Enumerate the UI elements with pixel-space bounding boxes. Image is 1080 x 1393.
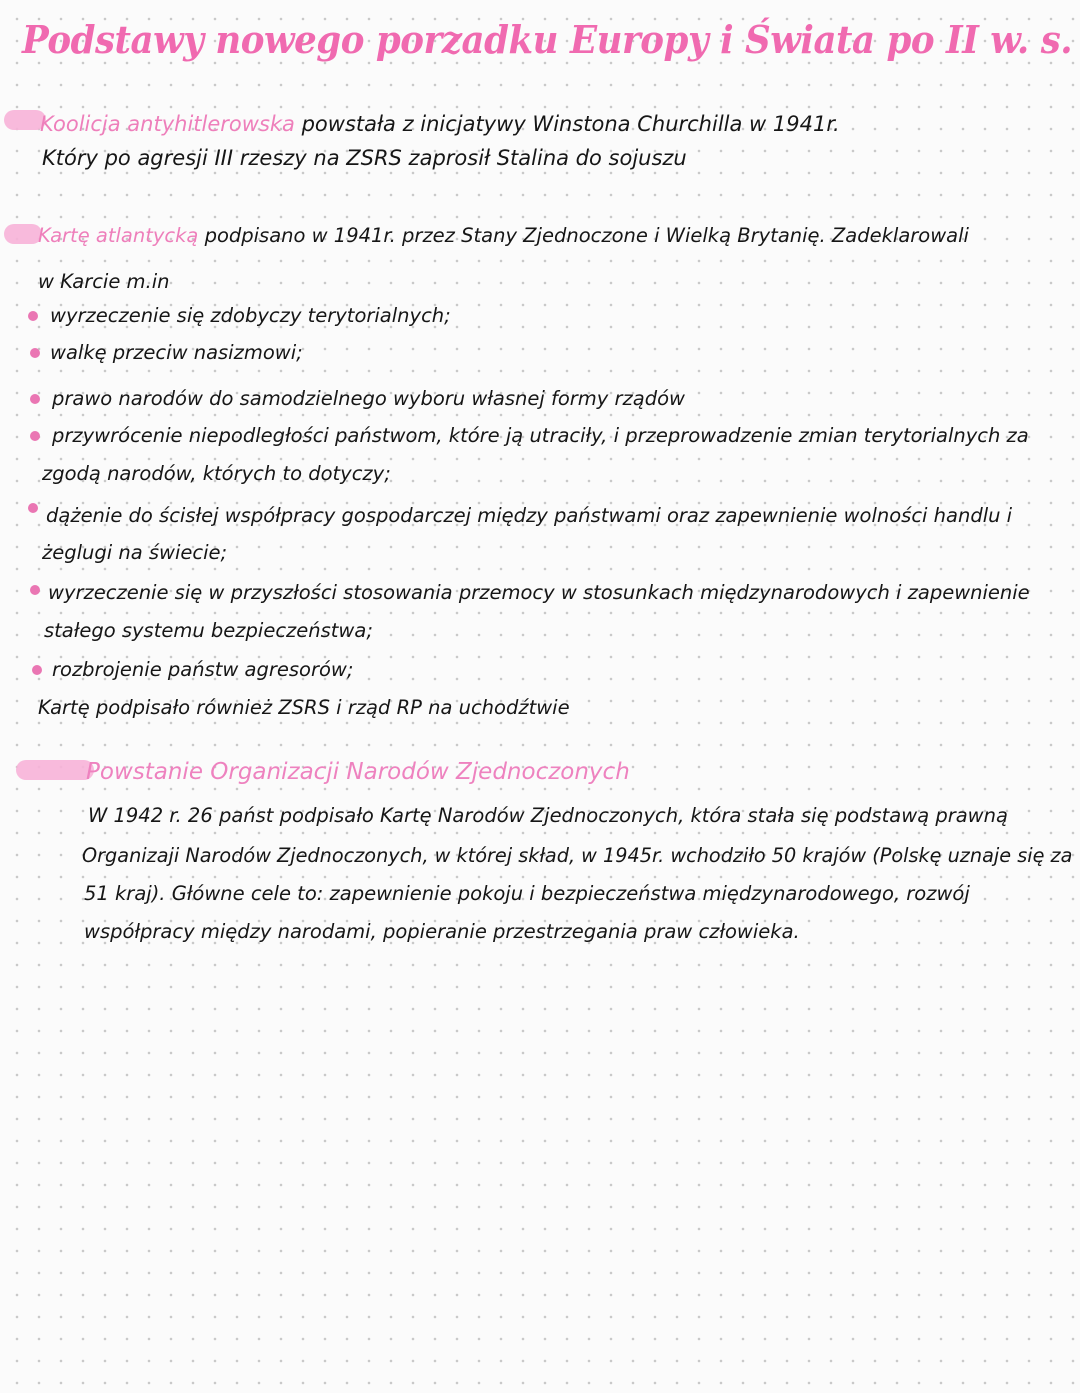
charter-point-6-line-1: wyrzeczenie się w przyszłości stosowania przemocy w stosunkach międzynarodowych i zapewnienie xyxy=(48,581,1030,604)
charter-point-7: rozbrojenie państw agresorów; xyxy=(52,658,354,681)
un-line-2: Organizaji Narodów Zjednoczonych, w której skład, w 1945r. wchodziło 50 krajów (Polskę uznaje się za xyxy=(82,844,1073,867)
charter-point-2: walkę przeciw nasizmowi; xyxy=(50,341,303,364)
highlight-marker-3 xyxy=(16,760,94,780)
bullet-dot xyxy=(28,503,38,513)
charter-point-5-line-1: dążenie do ścisłej współpracy gospodarczej między państwami oraz zapewnienie wolności handlu i xyxy=(46,504,1013,527)
un-heading: Powstanie Organizacji Narodów Zjednoczonych xyxy=(86,759,630,785)
charter-line-2: w Karcie m.in xyxy=(38,270,170,293)
charter-point-1: wyrzeczenie się zdobyczy terytorialnych; xyxy=(50,304,451,327)
bullet-dot xyxy=(30,431,40,441)
un-line-1: W 1942 r. 26 państ podpisało Kartę Narodów Zjednoczonych, która stała się podstawą prawną xyxy=(88,804,1008,827)
coalition-line-2: Który po agresji III rzeszy na ZSRS zaprosił Stalina do sojuszu xyxy=(42,146,687,170)
charter-line-1 xyxy=(38,220,969,252)
charter-line-1-text: podpisano w 1941r. przez Stany Zjednoczone i Wielką Brytanię. Zadeklarowali xyxy=(198,224,969,247)
bullet-dot xyxy=(30,348,40,358)
coalition-line-1 xyxy=(40,108,840,140)
charter-point-3: prawo narodów do samodzielnego wyboru własnej formy rządów xyxy=(52,387,685,410)
charter-point-4-line-1: przywrócenie niepodległości państwom, które ją utraciły, i przeprowadzenie zmian terytorialnych za xyxy=(52,424,1029,447)
charter-point-6-line-2: stałego systemu bezpieczeństwa; xyxy=(44,619,373,642)
charter-closing: Kartę podpisało również ZSRS i rząd RP na uchodźtwie xyxy=(38,696,570,719)
un-line-3: 51 kraj). Główne cele to: zapewnienie pokoju i bezpieczeństwa międzynarodowego, rozwój xyxy=(84,882,970,905)
charter-keyword: Kartę atlantycką xyxy=(38,224,199,247)
bullet-dot xyxy=(32,665,42,675)
coalition-keyword: Koolicja antyhitlerowska xyxy=(40,112,295,136)
un-line-4: współpracy między narodami, popieranie przestrzegania praw człowieka. xyxy=(84,920,800,943)
charter-point-4-line-2: zgodą narodów, których to dotyczy; xyxy=(42,462,391,485)
coalition-line-1-text: powstała z inicjatywy Winstona Churchilla w 1941r. xyxy=(294,112,840,136)
charter-point-5-line-2: żeglugi na świecie; xyxy=(42,541,228,564)
highlight-marker-2 xyxy=(4,224,42,244)
page-title: Podstawy nowego porzadku Europy i Świata po II w. s. xyxy=(22,17,1073,62)
bullet-dot xyxy=(28,311,38,321)
bullet-dot xyxy=(30,585,40,595)
bullet-dot xyxy=(30,394,40,404)
